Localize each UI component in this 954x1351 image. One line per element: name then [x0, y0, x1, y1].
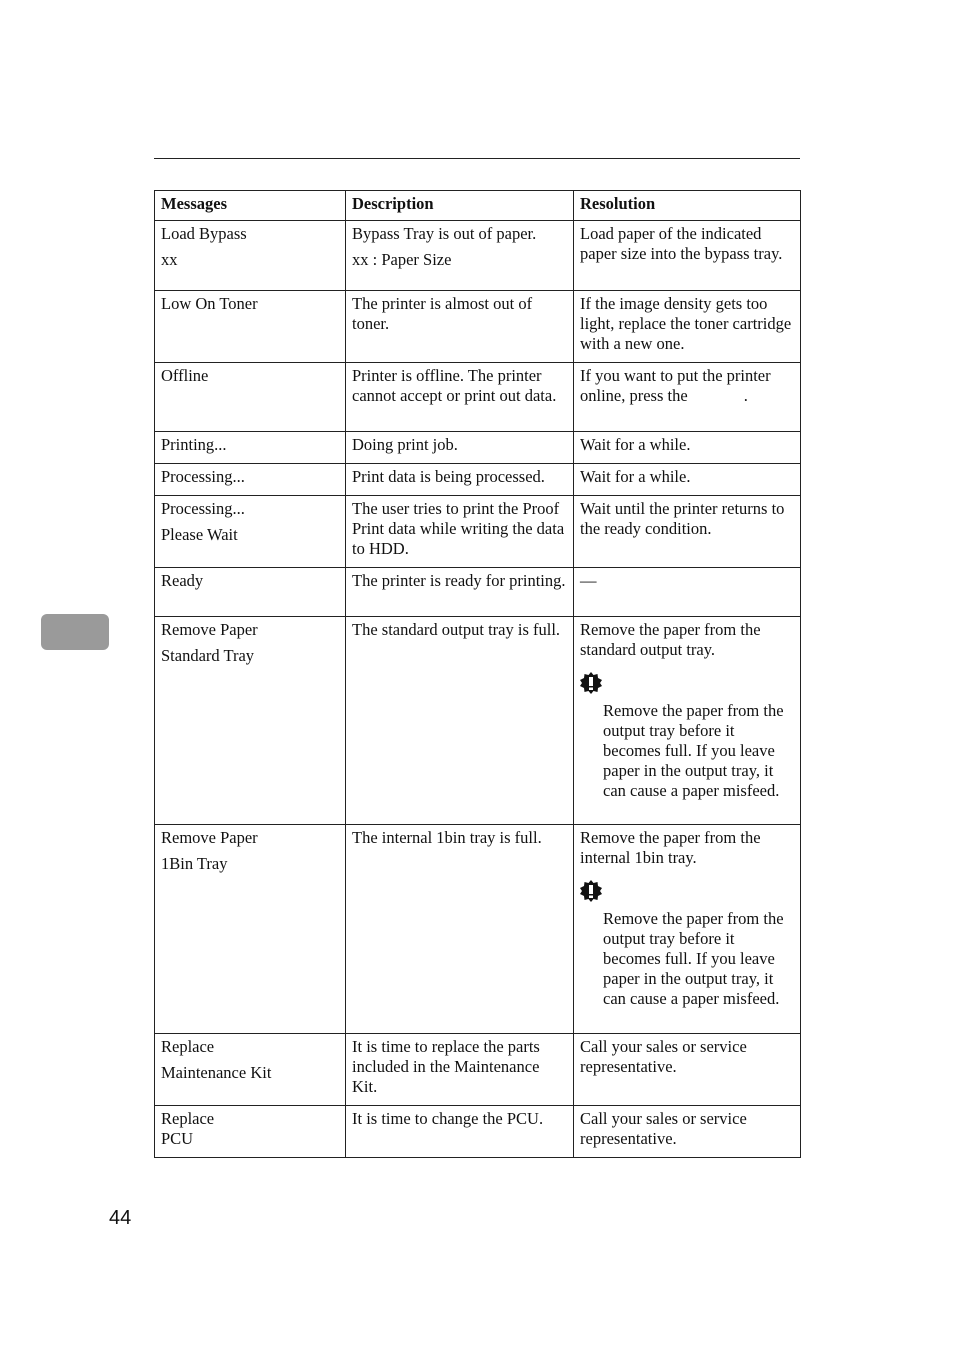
description-line: The user tries to print the Proof Print data while writing the data to HDD. [352, 499, 565, 558]
description-cell [346, 496, 574, 568]
message-line: Replace [161, 1037, 215, 1056]
description-cell [346, 1034, 574, 1106]
description-cell [346, 363, 574, 432]
description-cell [346, 617, 574, 825]
table-row [155, 464, 801, 496]
description-line: Bypass Tray is out of paper. [352, 224, 537, 243]
message-line: Remove Paper [161, 828, 258, 847]
message-cell [155, 496, 346, 568]
resolution-cell [574, 617, 801, 825]
message-line: Ready [161, 571, 204, 590]
description-line: Print data is being processed. [352, 467, 545, 486]
resolution-cell [574, 221, 801, 291]
resolution-cell [574, 1106, 801, 1158]
description-cell [346, 825, 574, 1034]
table-row [155, 432, 801, 464]
message-cell [155, 1106, 346, 1158]
description-line: xx : Paper Size [352, 250, 452, 269]
message-line: Printing... [161, 435, 227, 454]
table-row [155, 1034, 801, 1106]
resolution-text: If you want to put the printer online, press the [580, 366, 771, 405]
table-row [155, 291, 801, 363]
message-cell [155, 1034, 346, 1106]
important-icon [580, 880, 602, 902]
description-line: It is time to change the PCU. [352, 1109, 544, 1128]
description-cell [346, 291, 574, 363]
header-messages: Messages [155, 191, 346, 221]
resolution-cell [574, 464, 801, 496]
table-row [155, 221, 801, 291]
resolution-text: Call your sales or service representative. [580, 1109, 747, 1148]
message-line: Maintenance Kit [161, 1063, 272, 1082]
resolution-cell [574, 825, 801, 1034]
table-row [155, 1106, 801, 1158]
message-line: Processing... [161, 467, 245, 486]
description-line: It is time to replace the parts included in the Maintenance Kit. [352, 1037, 540, 1096]
resolution-cell [574, 568, 801, 617]
description-cell [346, 568, 574, 617]
resolution-text: Wait for a while. [580, 435, 691, 454]
message-cell [155, 825, 346, 1034]
description-cell [346, 1106, 574, 1158]
resolution-text: Remove the paper from the internal 1bin tray. [580, 828, 761, 867]
message-line: Replace [161, 1109, 215, 1128]
resolution-text: Call your sales or service representative. [580, 1037, 747, 1076]
header-resolution: Resolution [574, 191, 801, 221]
message-cell [155, 221, 346, 291]
description-line: The printer is almost out of toner. [352, 294, 533, 333]
message-cell [155, 464, 346, 496]
table-row [155, 568, 801, 617]
important-icon [580, 672, 602, 694]
note-text: Remove the paper from the output tray before it becomes full. If you leave paper in the output tray, it can cause a paper misfeed. [603, 701, 784, 800]
table-row [155, 363, 801, 432]
message-cell [155, 568, 346, 617]
header-rule [154, 158, 800, 159]
resolution-text: Wait for a while. [580, 467, 691, 486]
resolution-cell [574, 496, 801, 568]
message-line: Standard Tray [161, 646, 255, 665]
resolution-end: . [743, 386, 748, 405]
description-line: The internal 1bin tray is full. [352, 828, 542, 847]
resolution-text: Remove the paper from the standard output tray. [580, 620, 761, 659]
message-line: Processing... [161, 499, 245, 518]
resolution-cell [574, 432, 801, 464]
description-cell [346, 432, 574, 464]
message-cell [155, 363, 346, 432]
message-cell [155, 291, 346, 363]
resolution-cell [574, 291, 801, 363]
message-line: PCU [161, 1129, 194, 1148]
resolution-cell [574, 1034, 801, 1106]
note-text: Remove the paper from the output tray before it becomes full. If you leave paper in the output tray, it can cause a paper misfeed. [603, 909, 784, 1008]
description-cell [346, 464, 574, 496]
message-line: Offline [161, 366, 209, 385]
message-line: Remove Paper [161, 620, 258, 639]
page-number: 44 [109, 1207, 132, 1229]
message-line: Load Bypass [161, 224, 247, 243]
resolution-text: If the image density gets too light, replace the toner cartridge with a new one. [580, 294, 792, 353]
description-line: Doing print job. [352, 435, 458, 454]
messages-table [154, 190, 801, 1158]
resolution-text: — [580, 571, 597, 590]
message-line: xx [161, 250, 178, 269]
message-line: 1Bin Tray [161, 854, 228, 873]
description-line: The printer is ready for printing. [352, 571, 566, 590]
table-row [155, 496, 801, 568]
message-line: Please Wait [161, 525, 238, 544]
description-line: Printer is offline. The printer cannot accept or print out data. [352, 366, 557, 405]
description-cell [346, 221, 574, 291]
table-row [155, 825, 801, 1034]
resolution-cell [574, 363, 801, 432]
resolution-text: Load paper of the indicated paper size into the bypass tray. [580, 224, 783, 263]
message-cell [155, 432, 346, 464]
table-header-row [155, 191, 801, 221]
header-description: Description [346, 191, 574, 221]
message-line: Low On Toner [161, 294, 258, 313]
table-row [155, 617, 801, 825]
description-line: The standard output tray is full. [352, 620, 561, 639]
message-cell [155, 617, 346, 825]
chapter-tab [41, 614, 109, 650]
resolution-text: Wait until the printer returns to the ready condition. [580, 499, 785, 538]
